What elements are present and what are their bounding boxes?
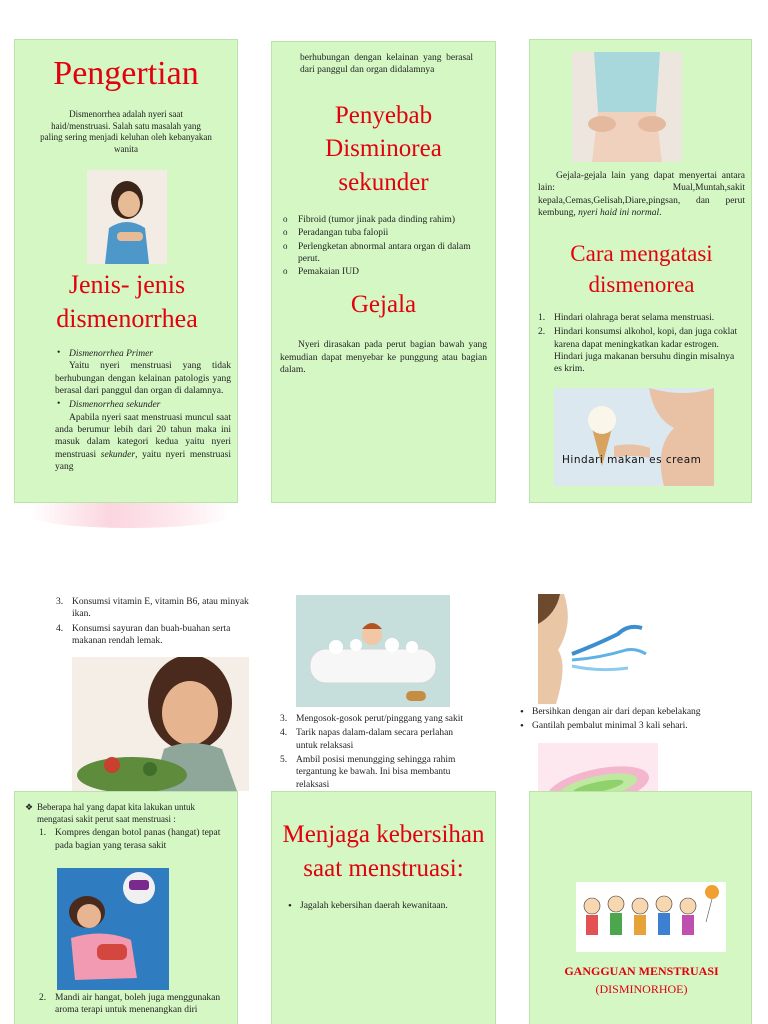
tip-item: 3. Mengosok-gosok perut/pinggang yang sakit [280,714,464,724]
salad-woman-image [72,657,249,791]
children-image [576,882,726,952]
tips-list-1 [538,312,743,378]
secondary-text: Apabila nyeri saat menstruasi muncul saat anda berumur lebih dari 20 tahun maka ini masuk dalam kategori kedua yaitu nyeri menstruasi sekunder, yaitu nyeri menstruasi yang [55,412,231,473]
tips-list-4 [39,827,225,852]
tip-item: 4. Tarik napas dalam-dalam secara perlahan untuk relaksasi [280,728,454,751]
panel-gejala-cara [529,39,752,503]
tip-item: 2. Hindari konsumsi alkohol, kopi, dan juga coklat karena dapat meningkatkan kadar estrogen. Hindari juga makanan bersuhu dingin misalnya es krim. [538,327,738,375]
tip-item: 4. Konsumsi sayuran dan buah-buahan serta makanan rendah lemak. [56,623,231,647]
cover-subtitle: (DISMINORHOE) [595,982,688,996]
kebersihan-list [286,900,483,912]
hygiene-item: • Bersihkan dengan air dari depan kebelakang [518,706,728,718]
panel-penyebab [271,41,496,503]
types-content [55,348,231,473]
title-types: Jenis- jenis dismenorrhea [56,270,198,333]
type-secondary: • Dismenorrhea sekunder [57,399,161,411]
tip-item: 1. Hindari olahraga berat selama menstruasi. [538,313,715,323]
woman-pain-image [87,170,167,264]
tip-item: 2. Mandi air hangat, boleh juga menggunakan aroma terapi untuk menenangkan diri [39,993,221,1016]
panel-kompres [14,791,238,1024]
definition-text: Dismenorrhea adalah nyeri saat haid/menstruasi. Salah satu masalah yang paling sering menjadi keluhan oleh kebanyakan wanita [40,109,212,155]
panel-kebersihan [271,791,496,1024]
primary-label: Dismenorrhea Primer [69,349,154,359]
icecream-caption: Hindari makan es cream [562,454,702,466]
panel-pengertian [14,39,238,503]
back-pain-image [572,52,682,162]
kebersihan-item: • Jagalah kebersihan daerah kewanitaan. [286,900,483,912]
cause-item: o Perlengketan abnormal antara organ di dalam perut. [280,241,483,266]
title-kebersihan: Menjaga kebersihan saat menstruasi: [282,821,485,882]
cause-item: o Pemakaian IUD [280,266,483,278]
intro-text: ❖ Beberapa hal yang dapat kita lakukan untuk mengatasi sakit perut saat menstruasi : [25,802,195,824]
tip-item: 1. Kompres dengan botol panas (hangat) tepat pada bagian yang terasa sakit [39,828,221,851]
bath-image [296,595,450,707]
hygiene-tips [518,706,728,735]
cause-item: o Peradangan tuba falopii [280,227,483,239]
primary-text: Yaitu nyeri menstruasi yang tidak berhubungan dengan kelainan patologis yang berasal dari panggul dan organ di dalamnya. [55,361,231,397]
title-penyebab: Penyebab Disminorea sekunder [325,101,442,197]
cover-title: GANGGUAN MENSTRUASI [564,964,719,978]
causes-list [280,214,483,279]
breath-image [538,594,648,704]
hot-compress-image [57,868,169,990]
panel-cover [529,791,752,1024]
symptom-text: Nyeri dirasakan pada perut bagian bawah yang kemudian dapat menyebar ke punggung atau bagian dalam. [280,340,487,376]
tip-item: 3. Konsumsi vitamin E, vitamin B6, atau minyak ikan. [56,597,249,620]
icecream-image [554,388,714,486]
secondary-label: Dismenorrhea sekunder [69,400,161,411]
tips-list-5 [39,992,229,1019]
hygiene-item: • Gantilah pembalut minimal 3 kali sehari. [518,720,728,732]
tip-item: 5. Ambil posisi menungging sehingga rahim tergantung ke bawah. Ini bisa membantu relaksasi [280,755,456,790]
title-gejala: Gejala [350,290,417,318]
cause-item: o Fibroid (tumor jinak pada dinding rahim) [280,214,483,226]
pink-decoration [30,503,230,528]
tips-list-3 [280,713,470,793]
continuation-text: berhubungan dengan kelainan yang berasal dari panggul dan organ didalamnya [300,53,473,76]
other-symptoms-text: Gejala-gejala lain yang dapat menyertai antara lain: Mual,Muntah,sakit kepala,Cemas,Gelisah,Diare,pingsan, dan perut kembung, nyeri haid ini normal. [538,171,745,219]
title-pengertian: Pengertian [53,55,199,92]
title-cara-mengatasi: Cara mengatasi dismenorea [570,241,713,298]
type-primary: • Dismenorrhea Primer [57,348,154,359]
tips-list-2 [56,596,256,649]
